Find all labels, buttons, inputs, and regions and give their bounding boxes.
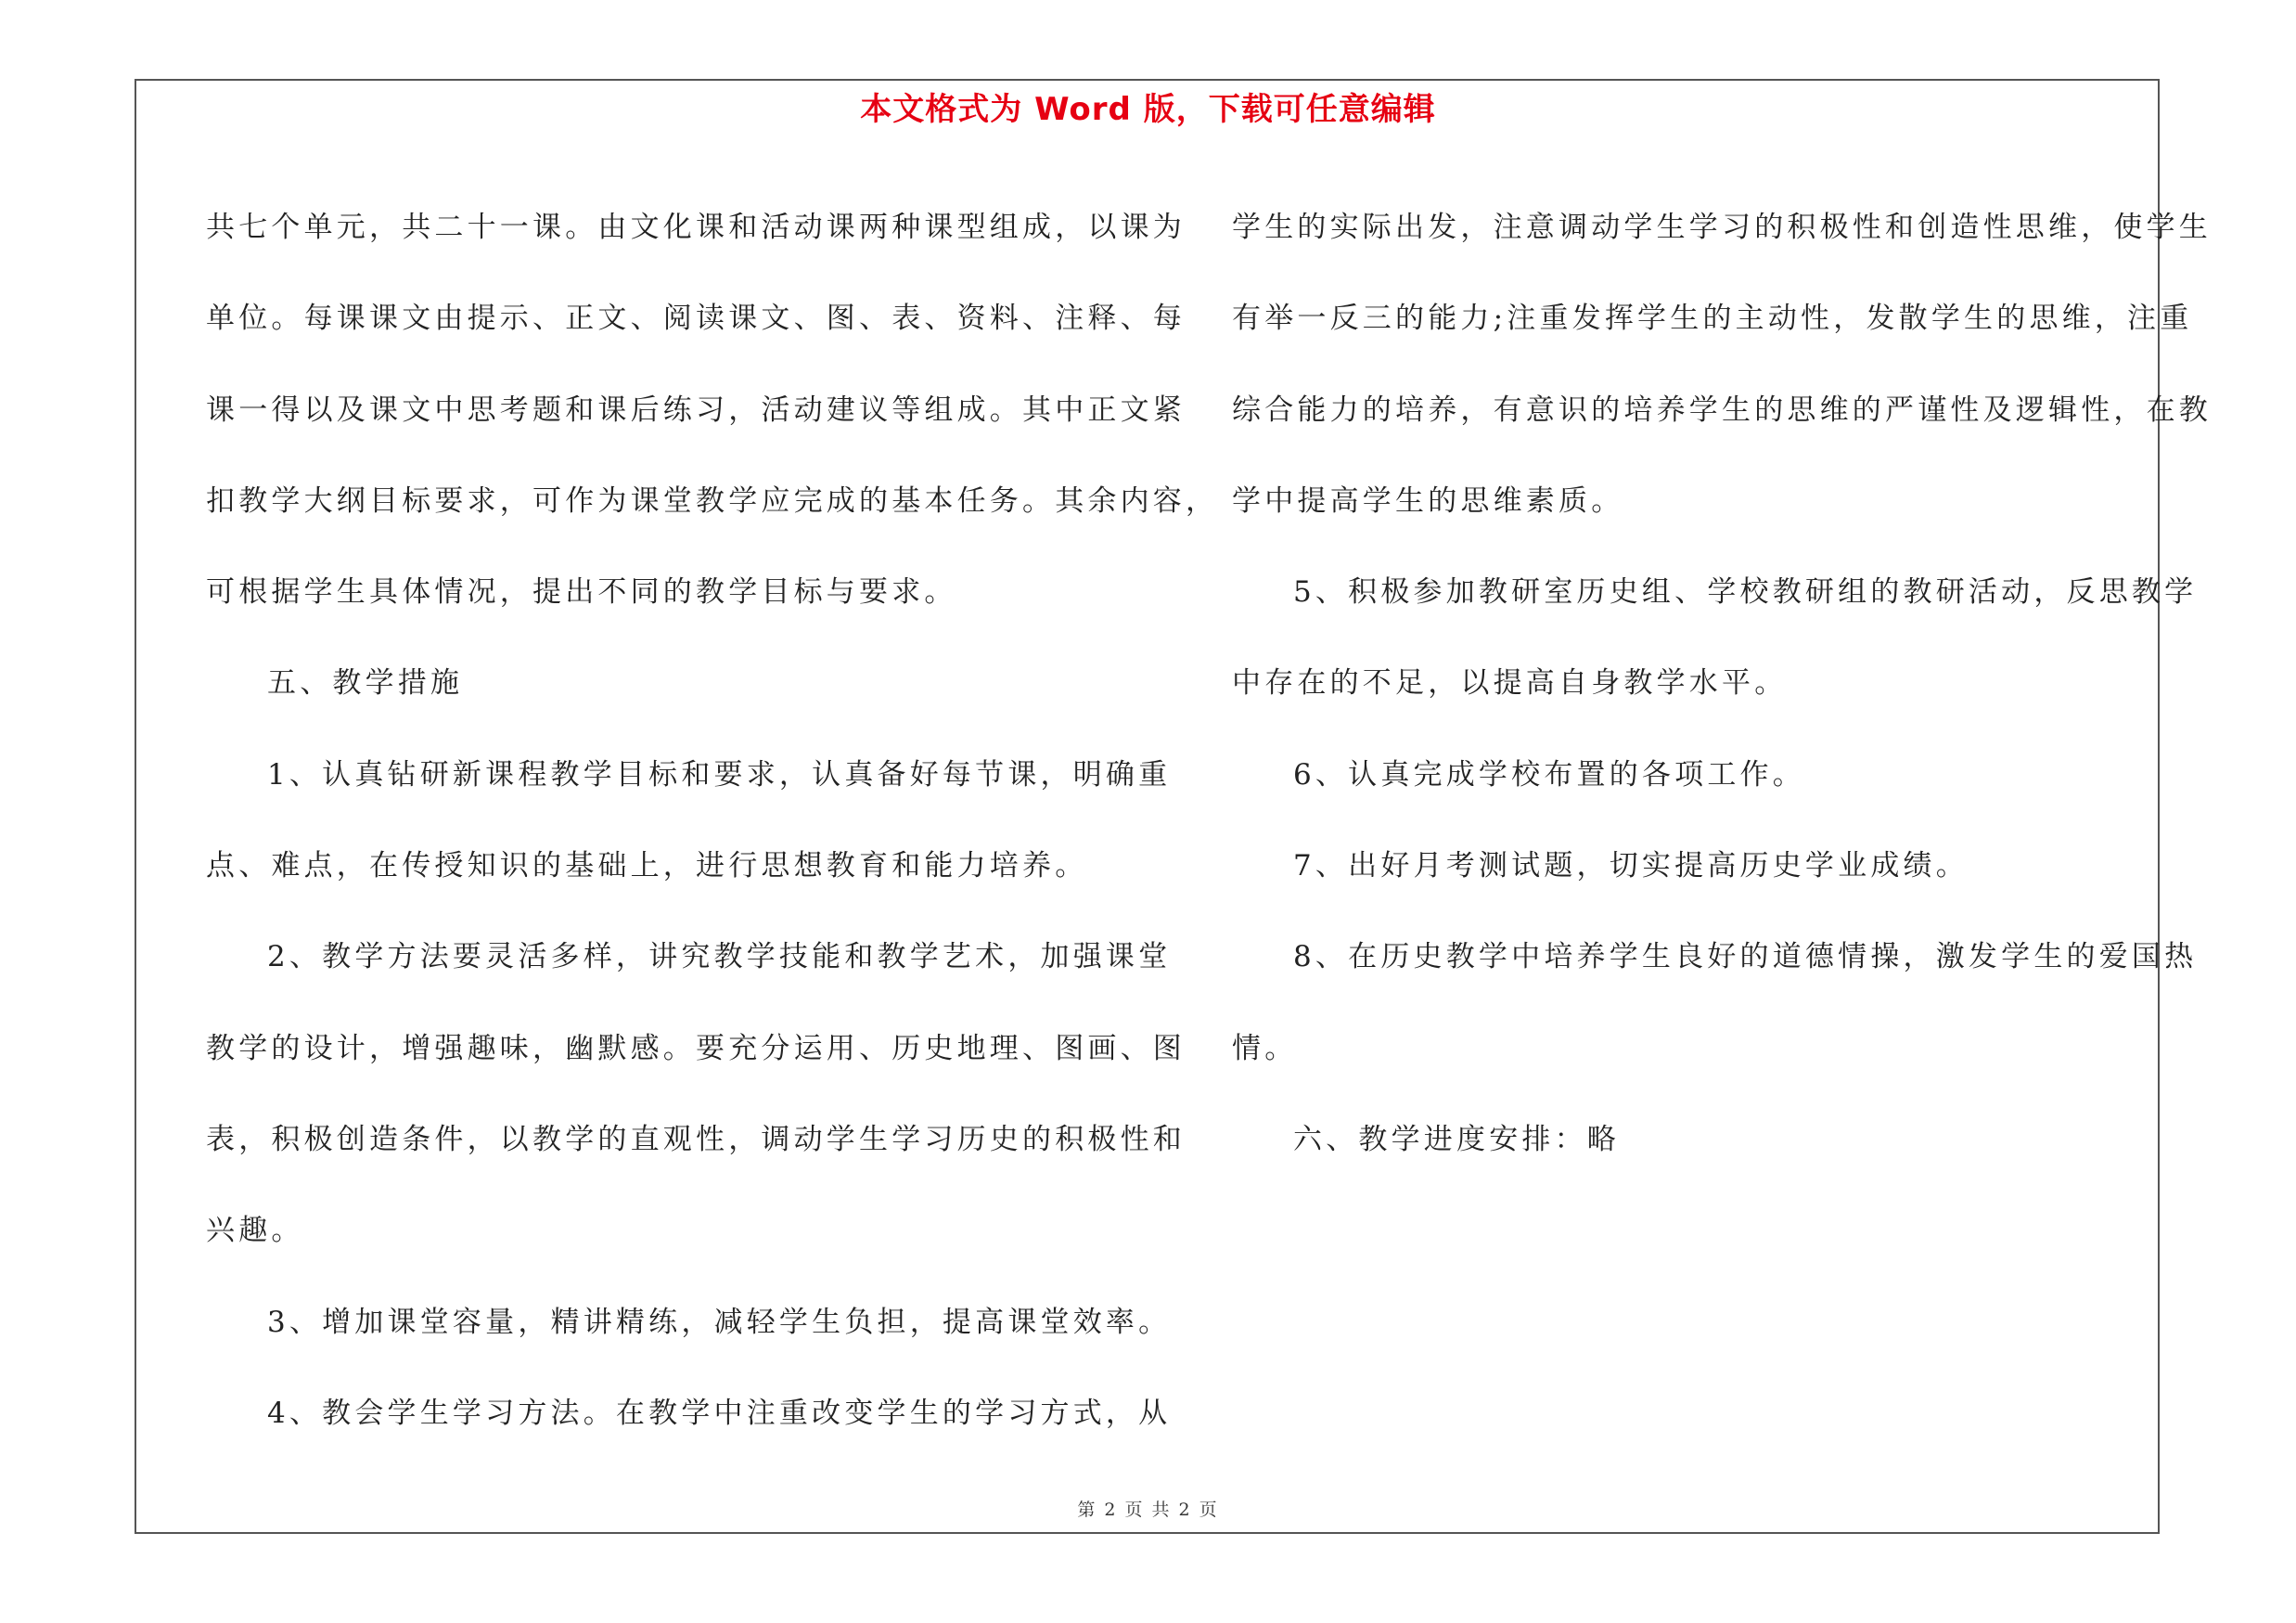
right-column — [1232, 182, 2212, 1185]
text-line: 点、难点，在传授知识的基础上，进行思想教育和能力培养。 — [206, 849, 1088, 883]
paragraph — [1232, 547, 2198, 729]
text-line: 有举一反三的能力;注重发挥学生的主动性，发散学生的思维，注重 — [1232, 302, 2193, 336]
paragraph — [1232, 1094, 2158, 1185]
paragraph — [206, 638, 1132, 728]
paragraph — [1232, 729, 2158, 820]
text-line: 课一得以及课文中思考题和课后练习，活动建议等组成。其中正文紧 — [206, 393, 1186, 427]
left-column — [206, 182, 1219, 1459]
paragraph — [206, 911, 1186, 1276]
text-line: 六、教学进度安排：略 — [1293, 1122, 1620, 1156]
text-line: 教学的设计，增强趣味，幽默感。要充分运用、历史地理、图画、图 — [206, 1031, 1186, 1065]
paragraph — [206, 1277, 1172, 1368]
text-line: 学中提高学生的思维素质。 — [1232, 483, 1624, 518]
text-line: 7、出好月考测试题，切实提高历史学业成绩。 — [1293, 849, 1969, 883]
text-line: 兴趣。 — [206, 1214, 304, 1248]
paragraph — [206, 729, 1172, 912]
page-number-footer: 第 2 页 共 2 页 — [1077, 1500, 1219, 1520]
text-line: 3、增加课堂容量，精讲精练，减轻学生负担，提高课堂效率。 — [267, 1305, 1172, 1339]
paragraph — [1232, 820, 2158, 911]
text-line: 五、教学措施 — [267, 666, 464, 701]
text-line: 6、认真完成学校布置的各项工作。 — [1293, 757, 1805, 792]
text-line: 1、认真钻研新课程教学目标和要求，认真备好每节课，明确重 — [267, 757, 1172, 792]
text-line: 学生的实际出发，注意调动学生学习的积极性和创造性思维，使学生 — [1232, 211, 2212, 244]
text-line: 扣教学大纲目标要求，可作为课堂教学应完成的基本任务。其余内容， — [206, 483, 1219, 518]
text-line: 单位。每课课文由提示、正文、阅读课文、图、表、资料、注释、每 — [206, 302, 1186, 336]
text-line: 可根据学生具体情况，提出不同的教学目标与要求。 — [206, 575, 957, 610]
text-line: 共七个单元，共二十一课。由文化课和活动课两种课型组成，以课为 — [206, 211, 1186, 244]
paragraph — [1232, 911, 2198, 1094]
paragraph — [206, 182, 1219, 638]
text-line: 5、积极参加教研室历史组、学校教研组的教研活动，反思教学 — [1293, 575, 2198, 610]
text-line: 2、教学方法要灵活多样，讲究教学技能和教学艺术，加强课堂 — [267, 940, 1172, 974]
text-line: 表，积极创造条件，以教学的直观性，调动学生学习历史的积极性和 — [206, 1122, 1186, 1156]
text-line: 情。 — [1232, 1031, 1298, 1065]
text-line: 综合能力的培养，有意识的培养学生的思维的严谨性及逻辑性，在教 — [1232, 393, 2212, 427]
text-line: 8、在历史教学中培养学生良好的道德情操，激发学生的爱国热 — [1293, 940, 2198, 974]
text-line: 4、教会学生学习方法。在教学中注重改变学生的学习方式，从 — [267, 1396, 1172, 1430]
word-format-banner: 本文格式为 Word 版，下载可任意编辑 — [860, 91, 1436, 128]
paragraph — [1232, 182, 2212, 547]
text-line: 中存在的不足，以提高自身教学水平。 — [1232, 666, 1788, 701]
paragraph — [206, 1368, 1172, 1459]
